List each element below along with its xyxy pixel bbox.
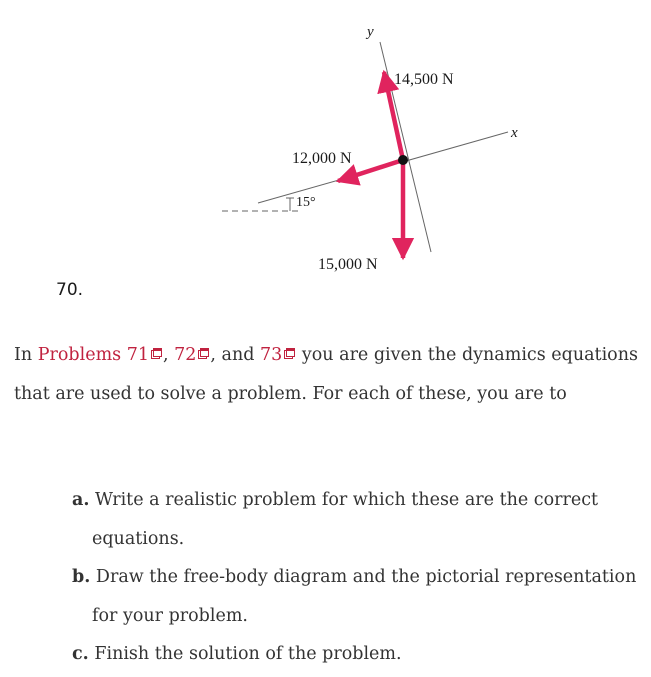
x-axis-label: x [511, 125, 518, 141]
link-problem-73-label: 73 [260, 345, 283, 365]
link-problem-73[interactable] [260, 345, 296, 365]
task-item-a [72, 481, 642, 558]
external-link-icon [151, 348, 162, 359]
task-text: Draw the free-body diagram and the pictorial representation for your problem. [92, 567, 637, 626]
force-12000-label: 12,000 N [292, 150, 352, 167]
task-text: Write a realistic problem for which these are the correct equations. [92, 490, 599, 549]
y-axis-label: y [367, 24, 374, 40]
free-body-diagram-svg [0, 0, 651, 290]
task-letter: c. [72, 644, 89, 664]
problem-number: 70. [56, 280, 84, 300]
task-text: Finish the solution of the problem. [94, 644, 402, 664]
force-15000-label: 15,000 N [318, 256, 378, 273]
intro-prefix: In [14, 345, 38, 365]
force-14500-label: 14,500 N [394, 71, 454, 88]
link-problem-71-label: Problems 71 [37, 345, 149, 365]
link-problem-72-label: 72 [174, 345, 197, 365]
task-list [72, 481, 642, 674]
intro-separator-2: , and [210, 345, 261, 365]
intro-separator-1: , [163, 345, 175, 365]
task-letter: b. [72, 567, 91, 587]
external-link-icon [198, 348, 209, 359]
origin-point [398, 155, 408, 165]
problem-intro [14, 336, 644, 413]
external-link-icon [284, 348, 295, 359]
task-letter: a. [72, 490, 90, 510]
intro-suffix: you are given the dynamics equations that are used to solve a problem. For each of these, you are to [14, 345, 638, 404]
angle-label: 15° [296, 195, 316, 210]
task-item-c [72, 635, 642, 674]
link-problem-72[interactable] [174, 345, 210, 365]
free-body-diagram [0, 0, 651, 290]
task-item-b [72, 558, 642, 635]
link-problem-71[interactable] [38, 345, 163, 365]
